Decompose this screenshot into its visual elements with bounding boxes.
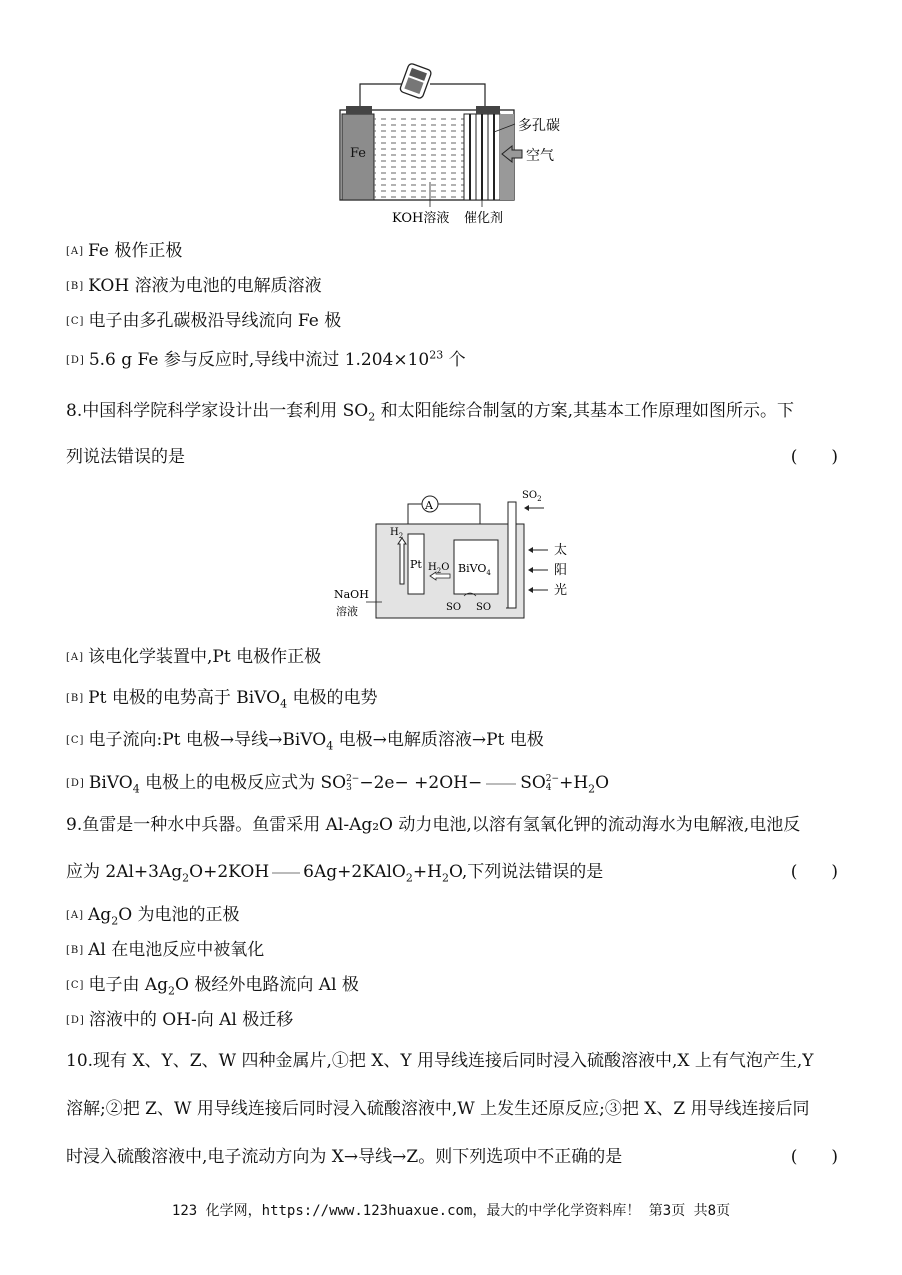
- solution-label: 溶液: [336, 605, 358, 618]
- q9-stem-line1: 9.鱼雷是一种水中兵器。鱼雷采用 Al-Ag₂O 动力电池,以溶有氢氧化钾的流动海水为电解液,电池反: [66, 815, 801, 835]
- figure-so2-hydrogen: [330, 484, 580, 624]
- porous-carbon-label: 多孔碳: [518, 118, 560, 134]
- catalyst-label: 催化剂: [464, 211, 504, 226]
- q7-option-c: [C] 电子由多孔碳极沿导线流向 Fe 极: [66, 311, 342, 331]
- q9-option-d: [D] 溶液中的 OH-向 Al 极迁移: [66, 1010, 294, 1030]
- q9-option-c: [C] 电子由 $Ag_2O$ 极经外电路流向 Al 极: [66, 975, 359, 998]
- q8-option-d: [D] BiVO$_4$ 电极上的电极反应式为 SO2− 3 −2e− +2OH− SO2− $4 +H_2O$: [66, 773, 610, 796]
- q8-stem-line1: 8.中国科学院科学家设计出一套利用 $SO_2$ 和太阳能综合制氢的方案,其基本工作原理如图所示。下: [66, 401, 795, 424]
- svg-text:阳: 阳: [554, 563, 568, 578]
- svg-text:SO: SO: [446, 602, 462, 613]
- figure-fe-air-battery: [330, 62, 580, 230]
- q8-option-b: [B] Pt 电极的电势高于 BiVO$_4$ 电极的电势: [66, 688, 378, 711]
- q7-option-d: [D] 5.6 g Fe 参与反应时,导线中流过 $1.204\times 10^{23}$ 个: [66, 348, 466, 370]
- svg-text:SO2: $SO_2$: [522, 490, 542, 503]
- q10-stem-line3: 时浸入硫酸溶液中,电子流动方向为 X→导线→Z。则下列选项中不正确的是: [66, 1147, 623, 1167]
- q8-option-c: [C] 电子流向:Pt 电极→导线→BiVO$_4$ 电极→电解质溶液→Pt 电极: [66, 730, 544, 753]
- q9-option-b: [B] Al 在电池反应中被氧化: [66, 940, 265, 960]
- q10-stem-line2: 溶解;②把 Z、W 用导线连接后同时浸入硫酸溶液中,W 上发生还原反应;③把 X、Z 用导线连接后同: [66, 1099, 810, 1119]
- svg-text:光: 光: [554, 583, 568, 598]
- q9-stem-line2: 应为 $2Al+3Ag_2O+2KOH$ $6Ag+2KAlO_2+H_2O$,下列说法错误的是: [66, 862, 604, 885]
- q9-option-a: [A] $Ag_2O$ 为电池的正极: [66, 905, 240, 928]
- q8-option-a: [A] 该电化学装置中,Pt 电极作正极: [66, 647, 322, 667]
- naoh-label: NaOH: [334, 588, 369, 601]
- q7-option-b: [B] KOH 溶液为电池的电解质溶液: [66, 276, 322, 296]
- svg-text:SO: SO: [476, 602, 492, 613]
- pt-label: Pt: [410, 558, 422, 571]
- q8-stem-line2: 列说法错误的是: [66, 447, 185, 467]
- air-label: 空气: [526, 148, 554, 164]
- page-footer: 123 化学网，https://www.123huaxue.com，最大的中学化学资料库！ 第3页 共8页: [171, 1203, 731, 1219]
- fe-label: Fe: [350, 146, 367, 161]
- phone-icon: [399, 63, 432, 99]
- svg-text:H2: $H_2$: [390, 527, 404, 540]
- svg-text:太: 太: [554, 543, 568, 558]
- q9-answer-blank: ( ): [790, 862, 838, 882]
- electrolyte-label: KOH溶液: [392, 211, 450, 226]
- q7-option-a: [A] Fe 极作正极: [66, 241, 183, 261]
- q10-stem-line1: 10.现有 X、Y、Z、W 四种金属片,①把 X、Y 用导线连接后同时浸入硫酸溶液中,X 上有气泡产生,Y: [66, 1051, 814, 1071]
- svg-text:BiVO4: BiVO$_4$: [458, 562, 491, 577]
- svg-text:H2O: $H_2O$: [428, 562, 450, 575]
- q10-answer-blank: ( ): [790, 1147, 838, 1167]
- ammeter-label: A: [425, 499, 433, 512]
- q8-answer-blank: ( ): [790, 447, 838, 467]
